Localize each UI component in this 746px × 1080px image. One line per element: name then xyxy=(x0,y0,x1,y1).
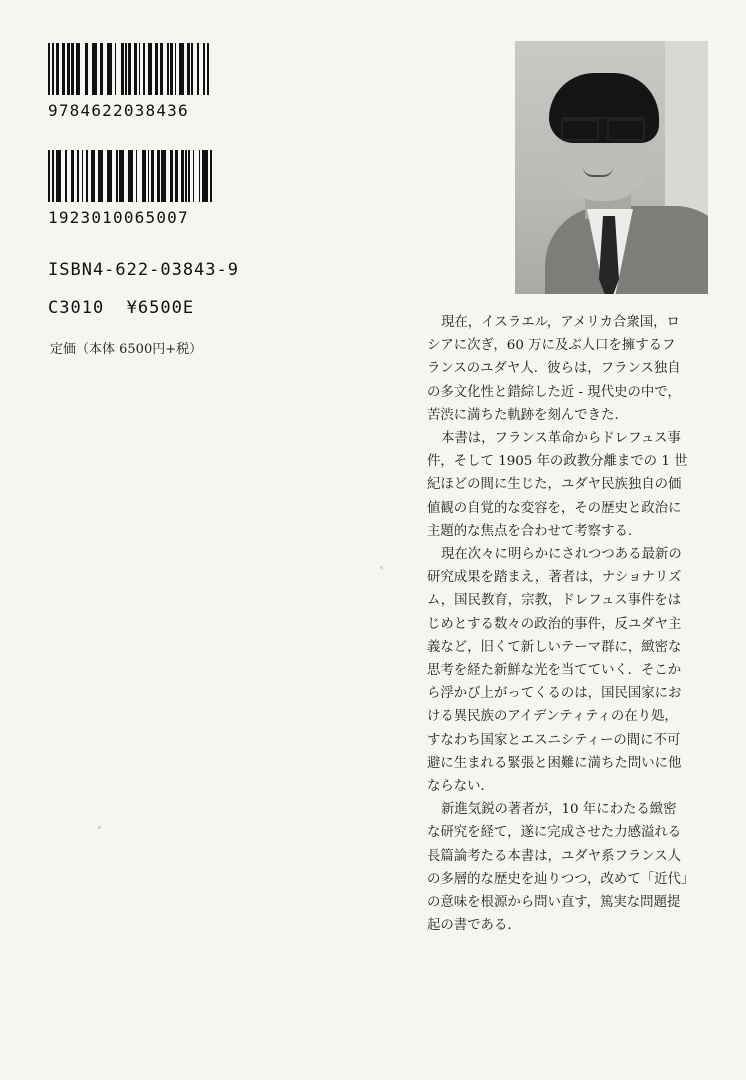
description-line: ム，国民教育，宗教，ドレフュス事件をは xyxy=(427,593,682,609)
description-line: な研究を経て，遂に完成させた力感溢れる xyxy=(427,825,682,841)
description-line: 長篇論考たる本書は，ユダヤ系フランス人 xyxy=(427,848,682,864)
description-line: すなわち国家とエスニシティーの間に不可 xyxy=(427,732,681,748)
description-line: ら浮かび上がってくるのは，国民国家にお xyxy=(427,686,682,702)
isbn-number: ISBN4-622-03843-9 xyxy=(48,260,239,280)
description-line: ランスのユダヤ人．彼らは，フランス独自 xyxy=(427,361,681,377)
description-line: 苦渋に満ちた軌跡を刻んできた． xyxy=(427,407,628,423)
description-line: ならない． xyxy=(427,779,494,795)
description-line: 新進気鋭の著者が，10 年にわたる緻密 xyxy=(441,802,677,818)
author-photo xyxy=(515,41,708,294)
description-line: 現在次々に明らかにされつつある最新の xyxy=(441,547,682,563)
description-line: 紀ほどの間に生じた，ユダヤ民族独自の価 xyxy=(427,477,682,493)
description-line: 本書は，フランス革命からドレフュス事 xyxy=(441,431,681,447)
description-line: 起の書である． xyxy=(427,918,521,934)
description-line: じめとする数々の政治的事件，反ユダヤ主 xyxy=(427,616,682,632)
price-barcode xyxy=(48,150,212,202)
description-line: の意味を根源から問い直す，篤実な問題提 xyxy=(427,895,681,911)
description-line: 主題的な焦点を合わせて考察する． xyxy=(427,523,642,539)
description-line: 思考を経た新鮮な光を当てていく．そこか xyxy=(427,663,682,679)
description-line: ける異民族のアイデンティティの在り処， xyxy=(427,709,678,725)
book-description xyxy=(427,311,717,937)
description-line: シアに次ぎ，60 万に及ぶ人口を擁するフ xyxy=(427,338,676,354)
price-label: 定価（本体 6500円+税） xyxy=(50,342,203,357)
ean-barcode xyxy=(48,43,209,95)
description-line: 避に生まれる緊張と困難に満ちた問いに他 xyxy=(427,755,682,771)
description-line: 件，そして 1905 年の政教分離までの 1 世 xyxy=(427,454,688,470)
description-line: 研究成果を踏まえ，著者は，ナショナリズ xyxy=(427,570,682,586)
description-line: の多文化性と錯綜した近 - 現代史の中で， xyxy=(427,384,681,400)
description-line: の多層的な歴史を辿りつつ，改めて「近代」 xyxy=(427,871,695,887)
classification-code: C3010 ¥6500E xyxy=(48,298,195,318)
price-barcode-digits: 1923010065007 xyxy=(48,208,189,227)
description-line: 義など，旧くて新しいテーマ群に，緻密な xyxy=(427,639,682,655)
description-line: 現在，イスラエル，アメリカ合衆国，ロ xyxy=(441,315,680,330)
description-line: 値観の自覚的な変容を，その歴史と政治に xyxy=(427,500,682,516)
ean-barcode-digits: 9784622038436 xyxy=(48,101,189,120)
